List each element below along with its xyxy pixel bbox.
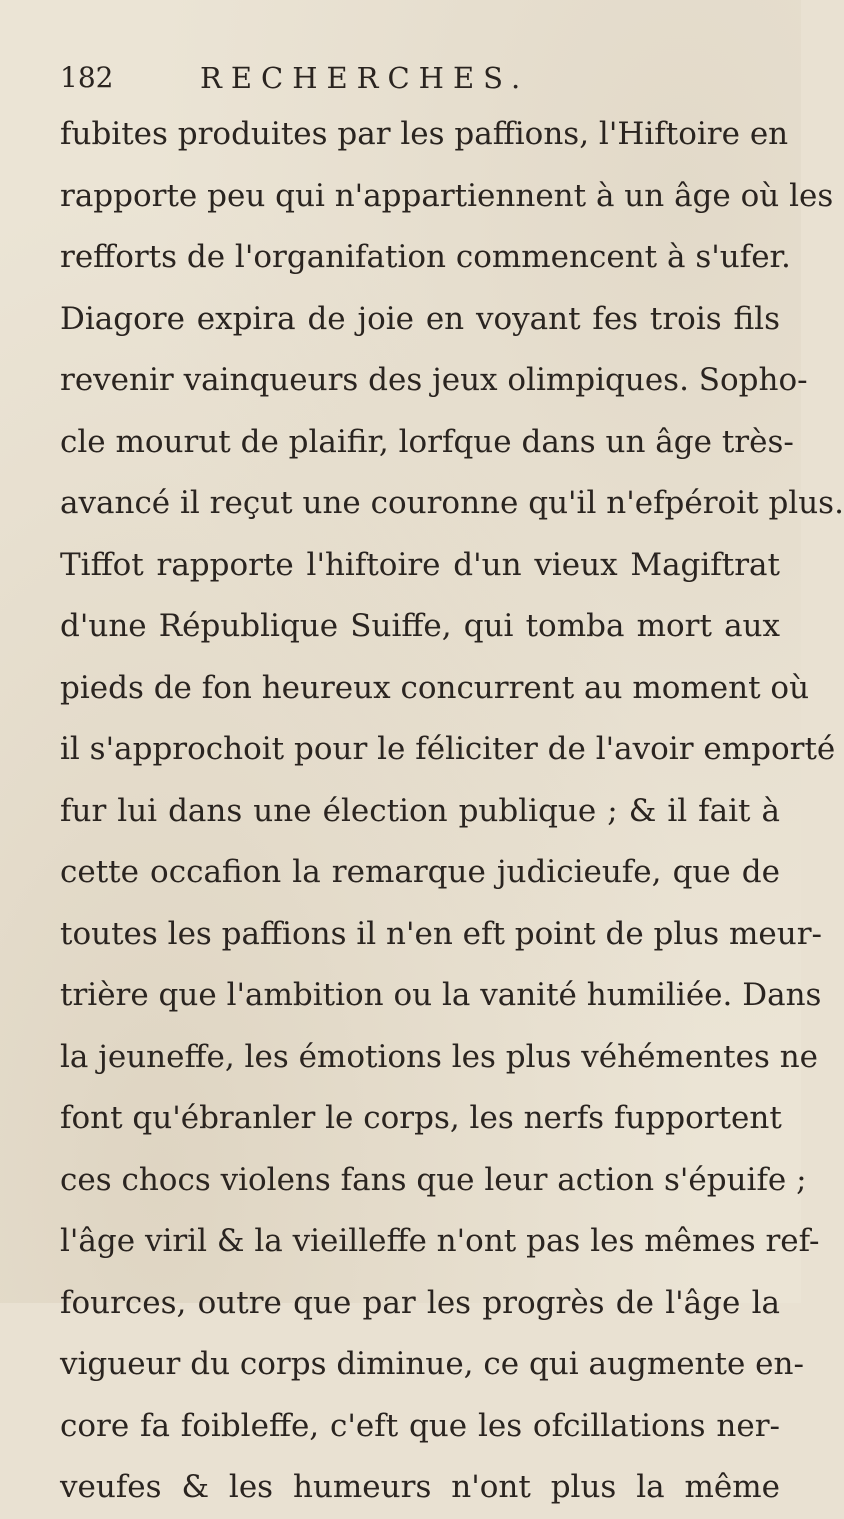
text-line: vigueur du corps diminue, ce qui augmente en- xyxy=(60,1346,804,1382)
text-line: cette occafion la remarque judicieufe, que de xyxy=(60,854,780,890)
text-line: trière que l'ambition ou la vanité humiliée. Dans xyxy=(60,977,822,1013)
text-line: toutes les paffions il n'en eft point de plus meur- xyxy=(60,915,823,952)
text-line: Tiffot rapporte l'hiftoire d'un vieux Magiftrat xyxy=(60,546,780,583)
text-line: d'une République Suiffe, qui tomba mort aux xyxy=(60,608,780,644)
text-line: fur lui dans une élection publique ; & il fait à xyxy=(60,792,780,829)
text-line: ces chocs violens fans que leur action s'épuife ; xyxy=(60,1161,807,1198)
body-text xyxy=(60,104,844,1519)
text-line: pieds de fon heureux concurrent au moment où xyxy=(60,669,810,706)
text-line: fubites produites par les paffions, l'Hiftoire en xyxy=(60,116,789,152)
running-head: RECHERCHES. xyxy=(200,61,530,95)
text-line: refforts de l'organifation commencent à s'ufer. xyxy=(60,239,791,275)
text-line: avancé il reçut une couronne qu'il n'efpéroit plus. xyxy=(60,485,844,521)
text-line: fources, outre que par les progrès de l'âge la xyxy=(60,1284,780,1321)
text-line: l'âge viril & la vieilleffe n'ont pas les mêmes ref- xyxy=(60,1223,820,1259)
text-line: font qu'ébranler le corps, les nerfs fupportent xyxy=(60,1100,782,1136)
text-line: cle mourut de plaifir, lorfque dans un âge très- xyxy=(60,423,794,460)
text-line: rapporte peu qui n'appartiennent à un âge où les xyxy=(60,177,834,214)
text-line: veufes & les humeurs n'ont plus la même xyxy=(60,1469,780,1505)
text-line: Diagore expira de joie en voyant fes trois fils xyxy=(60,300,780,337)
text-line: revenir vainqueurs des jeux olimpiques. Sopho- xyxy=(60,362,808,398)
page-header xyxy=(60,56,700,100)
text-line: la jeuneffe, les émotions les plus véhémentes ne xyxy=(60,1038,819,1075)
page-number: 182 xyxy=(60,61,114,94)
text-line: core fa foibleffe, c'eft que les ofcillations ner- xyxy=(60,1407,780,1444)
text-line: il s'approchoit pour le féliciter de l'avoir emporté xyxy=(60,731,836,767)
